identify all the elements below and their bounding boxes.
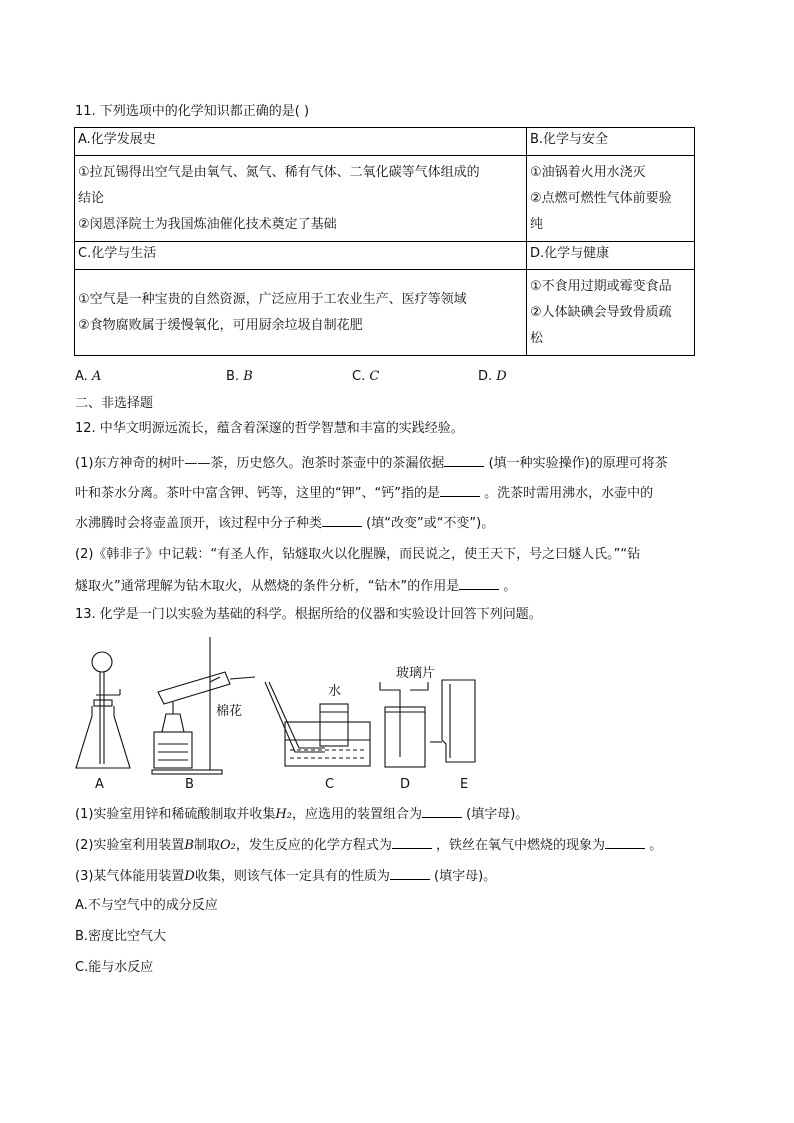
answer-blank[interactable]: [322, 515, 362, 527]
figure-label-cotton: 棉花: [216, 704, 243, 719]
q12-part1-line3: 水沸腾时会将壶盖顶开，该过程中分子种类 (填“改变”或“不变”)。: [75, 516, 495, 531]
answer-blank[interactable]: [422, 806, 462, 818]
answer-blank[interactable]: [459, 578, 499, 590]
cell-b-line: 纯: [530, 217, 544, 232]
q12-part2-line2: 燧取火”通常理解为钻木取火，从燃烧的条件分析，“钻木”的作用是 。: [75, 579, 517, 594]
figure-label-e: E: [460, 777, 469, 792]
apparatus-figure: [70, 632, 490, 792]
figure-label-a: A: [95, 777, 104, 792]
choice-a[interactable]: A. A: [75, 369, 102, 384]
cell-b-line: ②点燃可燃性气体前要验: [530, 191, 672, 206]
cell-c-body: [75, 270, 527, 356]
question-11-stem: 11. 下列选项中的化学知识都正确的是( ): [75, 104, 310, 119]
apparatus-a-flask: [76, 652, 130, 768]
question-12-stem: 12. 中华文明源远流长，蕴含着深邃的哲学智慧和丰富的实践经验。: [75, 421, 464, 436]
figure-label-b: B: [185, 777, 194, 792]
q12-part2-line1: (2)《韩非子》中记载：“有圣人作，钻燧取火以化腥臊，而民说之，使王天下，号之曰燧人氏。”“钻: [75, 547, 641, 562]
choice-d[interactable]: D. D: [478, 369, 507, 384]
cell-a-head: A.化学发展史: [75, 128, 527, 156]
cell-d-head: D.化学与健康: [527, 242, 695, 270]
apparatus-diagram: [70, 632, 490, 792]
cell-a-body: [75, 156, 527, 242]
cell-d-line: ②人体缺碘会导致骨质疏: [530, 305, 672, 320]
cell-d-line: 松: [530, 331, 544, 346]
answer-blank[interactable]: [605, 837, 645, 849]
q13-part2: (2)实验室利用装置B制取O₂，发生反应的化学方程式为 ，铁丝在氧气中燃烧的现象为 。: [75, 838, 663, 853]
apparatus-d-gas-bottle: [380, 682, 428, 767]
figure-label-c: C: [325, 777, 335, 792]
q13-part3: (3)某气体能用装置D收集，则该气体一定具有的性质为 (填字母)。: [75, 869, 497, 884]
choice-c[interactable]: C. C: [352, 369, 380, 384]
cell-b-line: ①油锅着火用水浇灭: [530, 165, 646, 180]
cell-c-head: C.化学与生活: [75, 242, 527, 270]
answer-blank[interactable]: [440, 485, 480, 497]
options-table: [74, 127, 695, 356]
cell-c-line: ②食物腐败属于缓慢氧化，可用厨余垃圾自制花肥: [78, 318, 363, 333]
apparatus-c-water-trough: [265, 682, 370, 766]
choice-b[interactable]: B. B: [226, 369, 253, 384]
apparatus-e-inverted-bottle: [430, 680, 475, 762]
cell-a-line: 结论: [78, 191, 105, 206]
cell-d-body: [527, 270, 695, 356]
cell-d-line: ①不食用过期或霉变食品: [530, 279, 672, 294]
answer-blank[interactable]: [444, 455, 484, 467]
cell-b-body: [527, 156, 695, 242]
q13-part1: (1)实验室用锌和稀硫酸制取并收集H₂，应选用的装置组合为 (填字母)。: [75, 807, 529, 822]
figure-label-water: 水: [328, 684, 342, 699]
answer-blank[interactable]: [392, 837, 432, 849]
figure-label-glass-plate: 玻璃片: [396, 666, 436, 681]
cell-a-line: ②闵恩泽院士为我国炼油催化技术奠定了基础: [78, 217, 337, 232]
answer-blank[interactable]: [390, 868, 430, 880]
cell-a-line: ①拉瓦锡得出空气是由氧气、氮气、稀有气体、二氧化碳等气体组成的: [78, 165, 480, 180]
q12-part1-line2: 叶和茶水分离。茶叶中富含钾、钙等，这里的“钾”、“钙”指的是 。洗茶时需用沸水，水壶中的: [75, 486, 654, 501]
section-title: 二、非选择题: [75, 396, 154, 411]
cell-b-head: B.化学与安全: [527, 128, 695, 156]
figure-label-d: D: [400, 777, 411, 792]
q13-option-c[interactable]: C.能与水反应: [75, 960, 154, 975]
question-13-stem: 13. 化学是一门以实验为基础的科学。根据所给的仪器和实验设计回答下列问题。: [75, 607, 542, 622]
q13-option-b[interactable]: B.密度比空气大: [75, 929, 167, 944]
q12-part1-line1: (1)东方神奇的树叶——茶，历史悠久。泡茶时茶壶中的茶漏依据 (填一种实验操作)的原理可将茶: [75, 456, 668, 471]
cell-c-line: ①空气是一种宝贵的自然资源，广泛应用于工农业生产、医疗等领域: [78, 292, 467, 307]
q13-option-a[interactable]: A.不与空气中的成分反应: [75, 898, 218, 913]
